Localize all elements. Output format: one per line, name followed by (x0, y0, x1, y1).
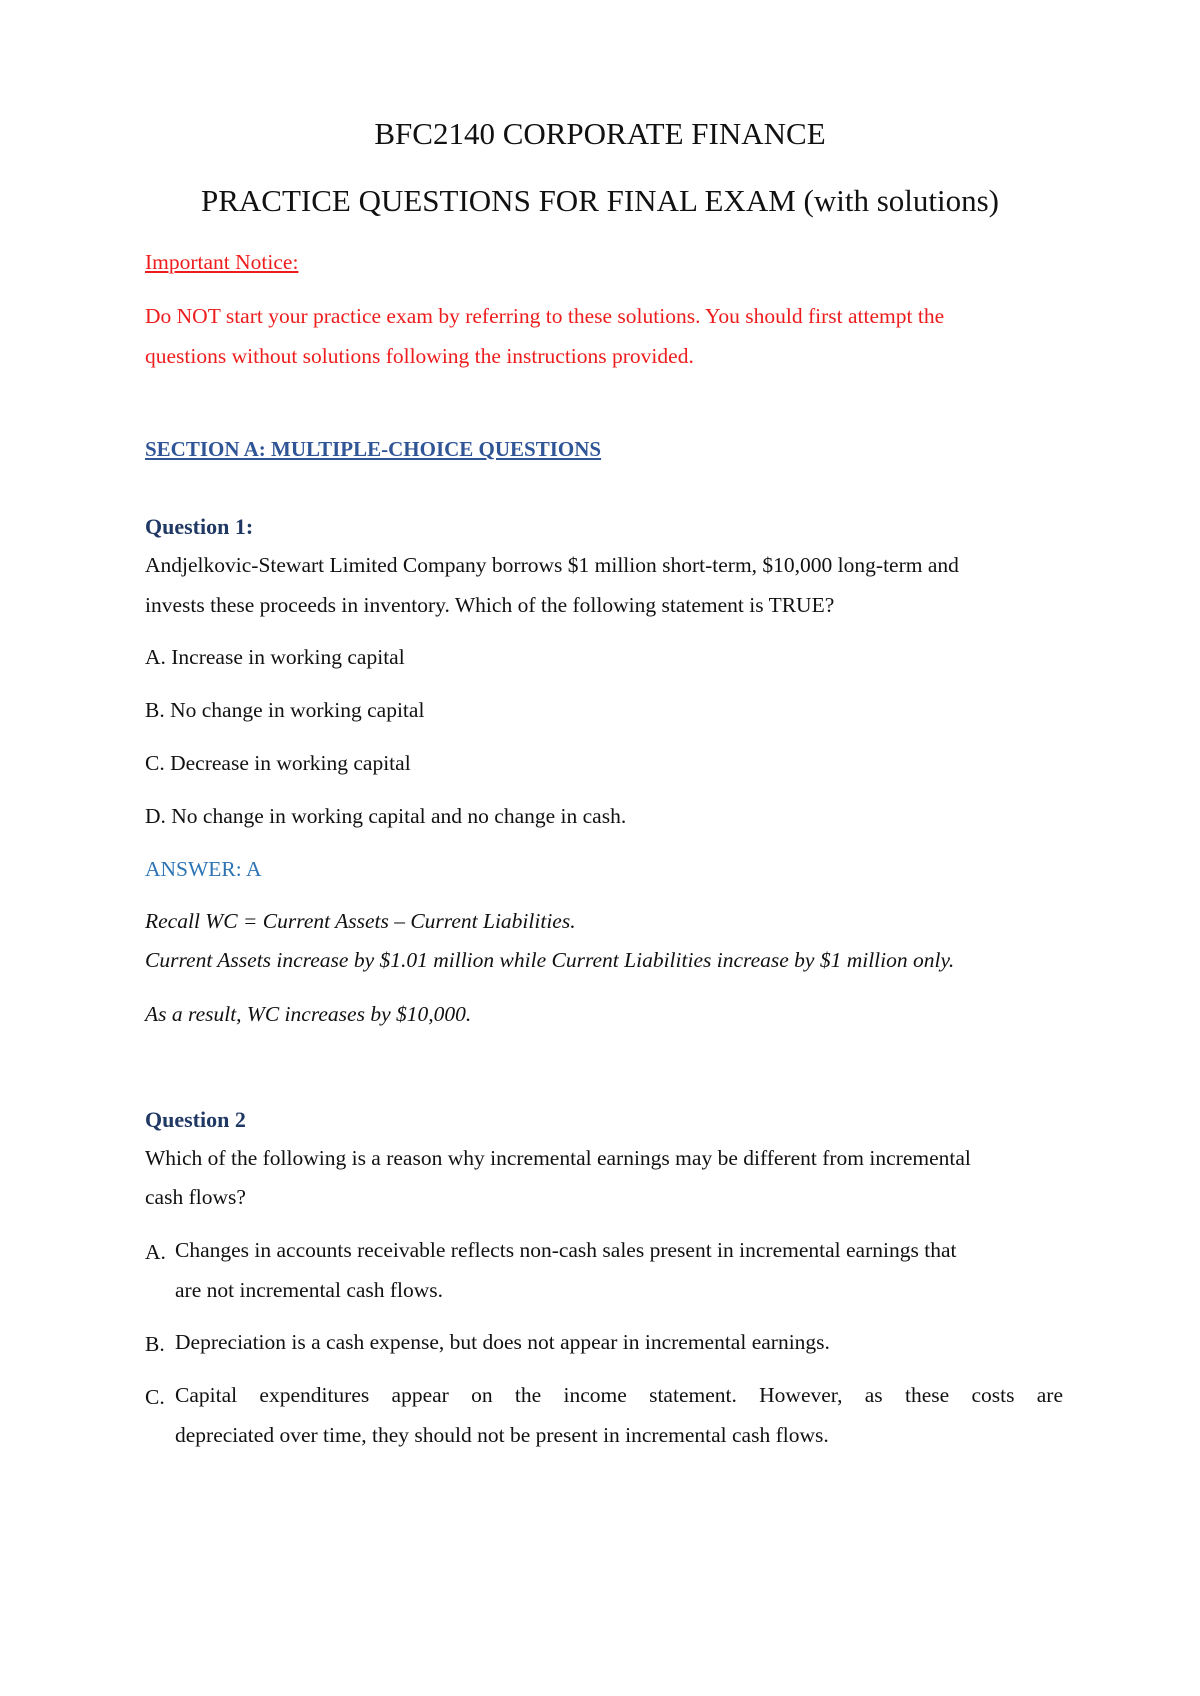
notice-label: Important Notice: (145, 250, 299, 274)
question-2-option-c-letter: C. (145, 1385, 165, 1409)
document-title: BFC2140 CORPORATE FINANCE (374, 116, 826, 151)
question-1-answer: ANSWER: A (145, 857, 262, 881)
question-1-option-d: D. No change in working capital and no change in cash. (145, 804, 627, 828)
question-2-stem-line-1: Which of the following is a reason why incremental earnings may be different from incremental (145, 1146, 971, 1170)
question-2-option-b-letter: B. (145, 1332, 165, 1356)
question-1-stem-line-2: invests these proceeds in inventory. Which of the following statement is TRUE? (145, 593, 835, 617)
question-1-explanation-line-2: Current Assets increase by $1.01 million while Current Liabilities increase by $1 million only. (145, 948, 955, 972)
question-2-option-c-line-1: Capital expenditures appear on the income statement. However, as these costs are (175, 1383, 1063, 1407)
question-1-option-b: B. No change in working capital (145, 698, 425, 722)
question-1-heading: Question 1: (145, 514, 254, 539)
notice-line-2: questions without solutions following the instructions provided. (145, 344, 694, 368)
section-a-heading: SECTION A: MULTIPLE-CHOICE QUESTIONS (145, 437, 602, 461)
question-2-stem-line-2: cash flows? (145, 1185, 246, 1209)
question-1-stem-line-1: Andjelkovic-Stewart Limited Company borrows $1 million short-term, $10,000 long-term and (145, 553, 959, 577)
question-1-option-c: C. Decrease in working capital (145, 751, 411, 775)
question-2-option-a-line-2: are not incremental cash flows. (175, 1278, 444, 1302)
question-1-explanation-line-3: As a result, WC increases by $10,000. (145, 1002, 472, 1026)
question-2-option-c-line-2: depreciated over time, they should not be present in incremental cash flows. (175, 1423, 829, 1447)
question-1-explanation-line-1: Recall WC = Current Assets – Current Liabilities. (145, 909, 576, 933)
question-2-option-a-letter: A. (145, 1240, 166, 1264)
question-2-heading: Question 2 (145, 1107, 246, 1132)
question-1-option-a: A. Increase in working capital (145, 645, 405, 669)
document-subtitle: PRACTICE QUESTIONS FOR FINAL EXAM (with solutions) (200, 183, 999, 218)
notice-line-1: Do NOT start your practice exam by referring to these solutions. You should first attempt the (145, 304, 945, 328)
question-2-option-b-line-1: Depreciation is a cash expense, but does not appear in incremental earnings. (175, 1330, 830, 1354)
question-2-option-a-line-1: Changes in accounts receivable reflects non-cash sales present in incremental earnings that (175, 1238, 957, 1262)
